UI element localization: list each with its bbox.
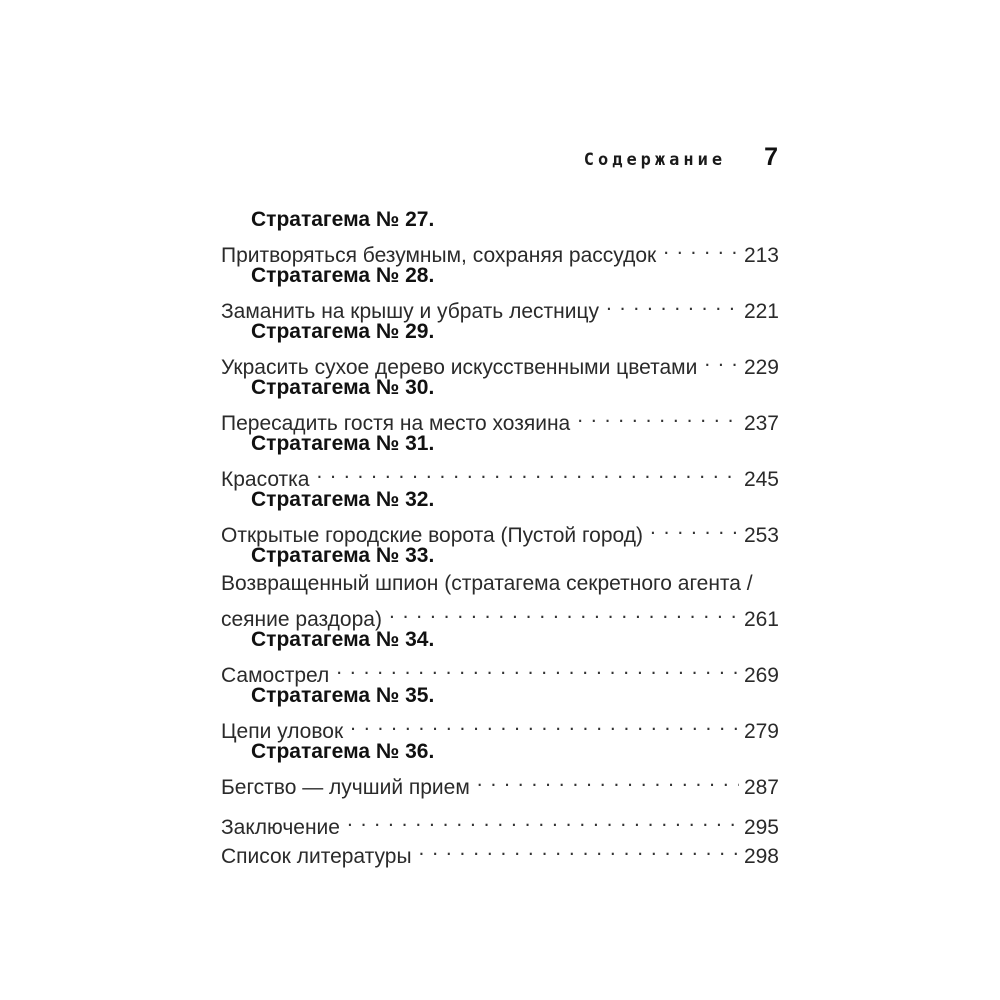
entry-page-number: 237 [743, 412, 779, 435]
entry-desc-line [221, 234, 779, 267]
extra-title: Список литературы [221, 845, 412, 868]
entry-title: Стратагема № 27. [251, 208, 435, 231]
dot-leader [317, 458, 739, 486]
toc-extras [221, 806, 779, 868]
entry-desc-line [221, 458, 779, 491]
entry-page-number: 245 [743, 468, 779, 491]
dot-leader [389, 598, 739, 626]
entry-desc-line [221, 654, 779, 687]
entry-title: Стратагема № 31. [251, 432, 435, 455]
toc-entry [221, 738, 779, 799]
entry-desc-line [221, 402, 779, 435]
extra-page-number: 298 [743, 845, 779, 868]
entry-desc: Бегство — лучший прием [221, 776, 470, 799]
entry-desc-line [221, 766, 779, 799]
extra-title: Заключение [221, 816, 340, 839]
entry-title: Стратагема № 28. [251, 264, 435, 287]
entry-desc-continued: сеяние раздора) [221, 608, 382, 631]
dot-leader [650, 514, 739, 542]
extra-page-number: 295 [743, 816, 779, 839]
entry-desc: Красотка [221, 468, 310, 491]
entry-desc-line [221, 346, 779, 379]
dot-leader [606, 290, 739, 318]
entry-desc: Возвращенный шпион (стратагема секретного агента / [221, 572, 753, 595]
entry-desc-line [221, 290, 779, 323]
entry-title: Стратагема № 36. [251, 740, 435, 763]
toc-entry [221, 682, 779, 743]
toc-entry [221, 374, 779, 435]
running-head-page-number: 7 [764, 143, 779, 171]
toc-list [221, 206, 779, 799]
dot-leader [704, 346, 739, 374]
dot-leader [336, 654, 739, 682]
entry-title: Стратагема № 30. [251, 376, 435, 399]
entry-desc: Притворяться безумным, сохраняя рассудок [221, 244, 657, 267]
toc-entry [221, 318, 779, 379]
entry-page-number: 221 [743, 300, 779, 323]
toc-entry [221, 206, 779, 267]
toc-entry [221, 430, 779, 491]
entry-page-number: 229 [743, 356, 779, 379]
running-head [221, 143, 779, 172]
entry-title: Стратагема № 33. [251, 544, 435, 567]
entry-title: Стратагема № 32. [251, 488, 435, 511]
entry-desc: Пересадить гостя на место хозяина [221, 412, 571, 435]
entry-page-number: 213 [743, 244, 779, 267]
entry-desc-line-wrap [221, 570, 779, 598]
entry-desc: Открытые городские ворота (Пустой город) [221, 524, 643, 547]
entry-desc-line [221, 710, 779, 743]
entry-desc: Цепи уловок [221, 720, 344, 743]
dot-leader [477, 766, 739, 794]
entry-title: Стратагема № 29. [251, 320, 435, 343]
entry-title: Стратагема № 34. [251, 628, 435, 651]
dot-leader [350, 710, 739, 738]
entry-page-number: 279 [743, 720, 779, 743]
dot-leader [663, 234, 739, 262]
toc-extra-line [221, 806, 779, 839]
entry-desc: Самострел [221, 664, 330, 687]
dot-leader [419, 835, 739, 863]
dot-leader [347, 806, 739, 834]
entry-desc-line [221, 514, 779, 547]
entry-title: Стратагема № 35. [251, 684, 435, 707]
dot-leader [577, 402, 739, 430]
entry-desc: Украсить сухое дерево искусственными цветами [221, 356, 698, 379]
entry-desc-line [221, 598, 779, 631]
toc-entry [221, 542, 779, 631]
entry-page-number: 269 [743, 664, 779, 687]
entry-page-number: 253 [743, 524, 779, 547]
toc-entry [221, 486, 779, 547]
contents-column [221, 143, 779, 868]
entry-page-number: 287 [743, 776, 779, 799]
toc-entry [221, 262, 779, 323]
running-head-title: Содержание [583, 150, 727, 170]
entry-desc: Заманить на крышу и убрать лестницу [221, 300, 599, 323]
toc-entry [221, 626, 779, 687]
entry-page-number: 261 [743, 608, 779, 631]
